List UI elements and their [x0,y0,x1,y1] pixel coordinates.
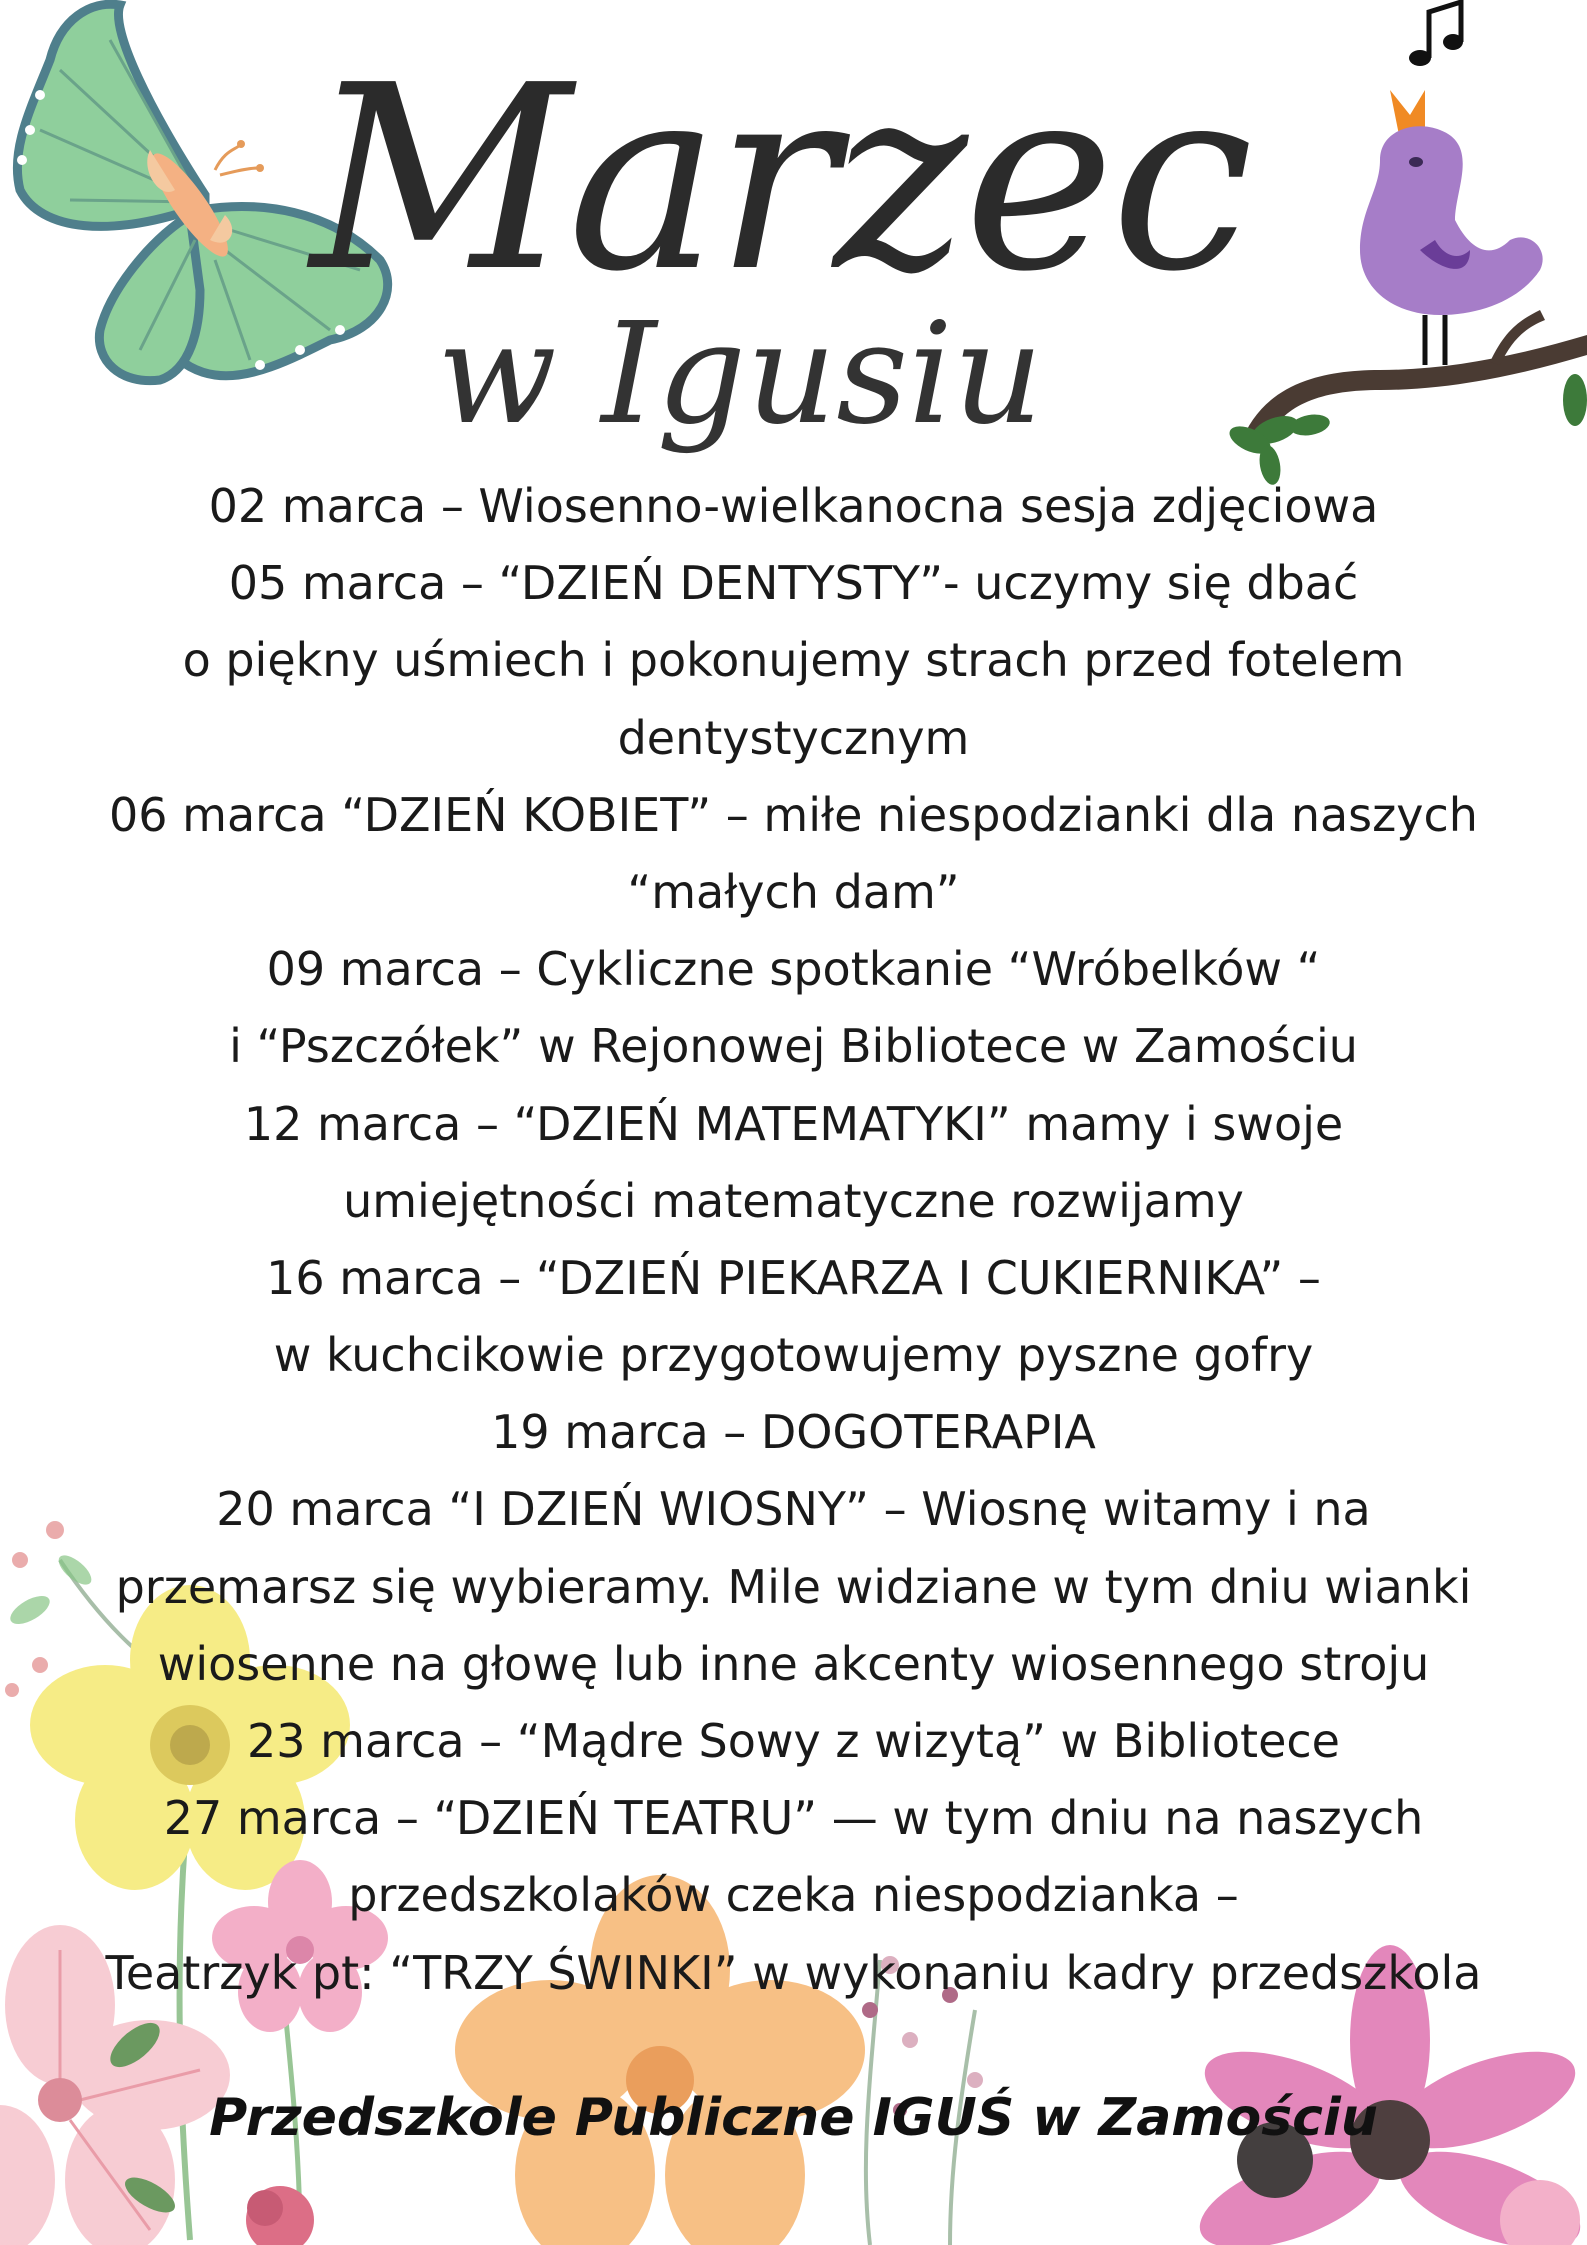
event-line: 20 marca “I DZIEŃ WIOSNY” – Wiosnę witamy i na [216,1482,1371,1537]
event-line: 05 marca – “DZIEŃ DENTYSTY”- uczymy się dbać [228,556,1359,611]
butterfly-lower-wing-left [99,215,200,381]
event-line: dentystycznym [617,710,970,765]
event-line: “małych dam” [627,864,960,919]
event-line: 06 marca “DZIEŃ KOBIET” – miłe niespodzianki dla naszych [109,787,1478,842]
event-line: 12 marca – “DZIEŃ MATEMATYKI” mamy i swoje [243,1096,1344,1151]
footer-school-name: Przedszkole Publiczne IGUŚ w Zamościu [209,2088,1378,2148]
event-line: przedszkolaków czeka niespodzianka – [348,1868,1239,1923]
event-list [30,468,1557,2012]
event-line: wiosenne na głowę lub inne akcenty wiosennego stroju [157,1636,1430,1691]
event-line: 27 marca – “DZIEŃ TEATRU” — w tym dniu na naszych [163,1791,1424,1846]
event-line: i “Pszczółek” w Rejonowej Bibliotece w Zamościu [229,1019,1358,1074]
event-line: przemarsz się wybieramy. Mile widziane w tym dniu wianki [115,1559,1472,1614]
event-line: 23 marca – “Mądre Sowy z wizytą” w Bibliotece [247,1714,1340,1768]
event-line: 09 marca – Cykliczne spotkanie “Wróbelków “ [266,942,1321,997]
title-subtitle: w Igusiu [436,293,1044,456]
bird-body [1360,126,1543,315]
bird-on-branch-icon [1220,70,1587,490]
event-line: o piękny uśmiech i pokonujemy strach przed fotelem [182,633,1405,688]
event-line: umiejętności matematyczne rozwijamy [343,1173,1244,1228]
event-line: 02 marca – Wiosenno-wielkanocna sesja zdjęciowa [208,479,1379,533]
event-line: 19 marca – DOGOTERAPIA [491,1405,1096,1460]
title-main: Marzec [310,31,1250,328]
event-line: w kuchcikowie przygotowujemy pyszne gofry [273,1328,1314,1383]
music-notes-icon [1395,0,1475,80]
event-line: Teatrzyk pt: “TRZY ŚWINKI” w wykonaniu kadry przedszkola [105,1945,1482,2000]
event-line: 16 marca – “DZIEŃ PIEKARZA I CUKIERNIKA” – [266,1250,1321,1305]
